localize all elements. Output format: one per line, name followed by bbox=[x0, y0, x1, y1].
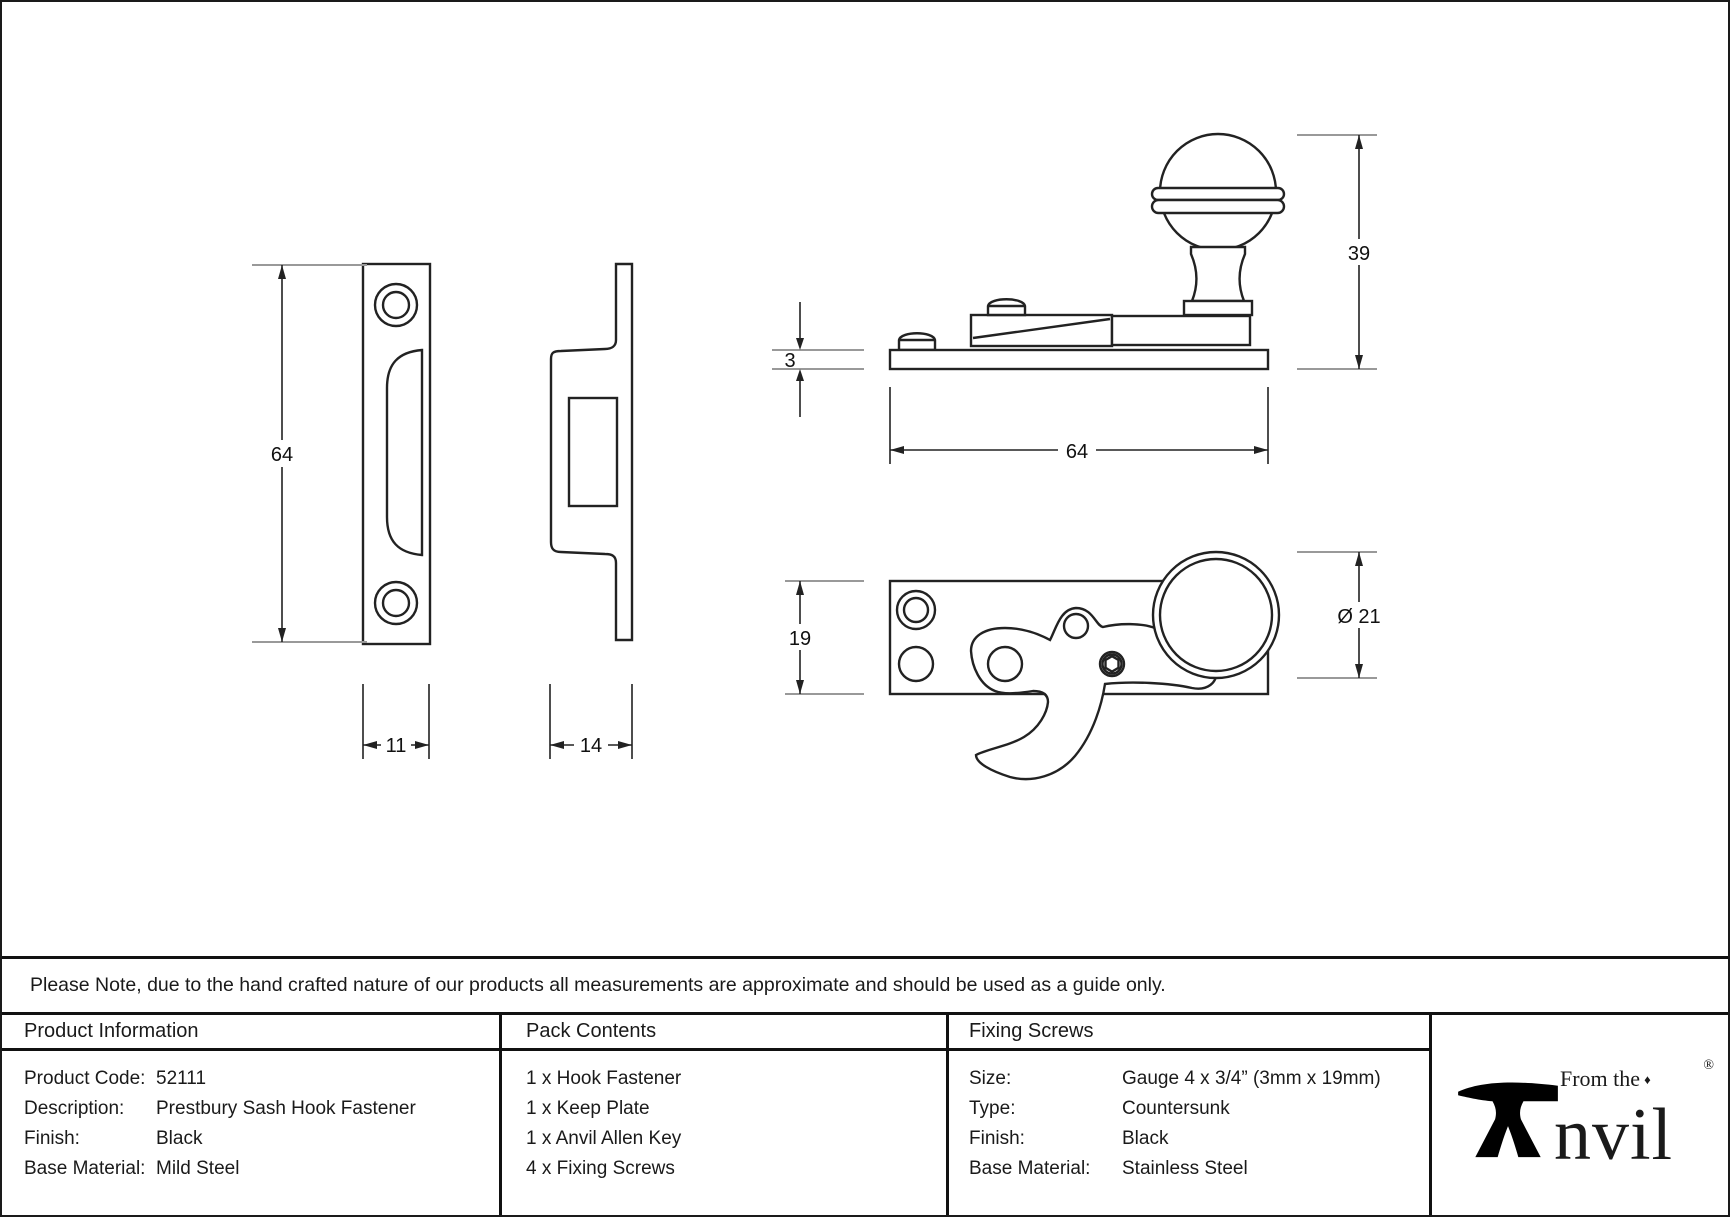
row-value: 52111 bbox=[156, 1068, 207, 1089]
arrowhead-right bbox=[415, 741, 429, 749]
row-label: Type: bbox=[969, 1098, 1016, 1119]
plate-hole-countersunk-inner bbox=[904, 598, 928, 622]
hook-arm-wedge bbox=[971, 315, 1112, 346]
logo-tagline bbox=[1560, 1066, 1651, 1092]
arrowhead-up bbox=[796, 369, 804, 381]
fixing-screws-title: Fixing Screws bbox=[969, 1020, 1094, 1042]
product-information-title: Product Information bbox=[24, 1020, 199, 1042]
row-label: Description: bbox=[24, 1098, 125, 1119]
row-label: Size: bbox=[969, 1068, 1012, 1089]
anvil-icon bbox=[1456, 1078, 1560, 1164]
diamond-icon: ♦ bbox=[1644, 1071, 1651, 1087]
dim-label-64-height: 64 bbox=[270, 444, 294, 466]
row-label: Finish: bbox=[24, 1128, 80, 1149]
screw-dome-left bbox=[899, 333, 935, 350]
table-row bbox=[2, 1124, 499, 1154]
arrowhead-down bbox=[1355, 355, 1363, 369]
dim-base-plate-width bbox=[782, 581, 864, 694]
list-item: 1 x Anvil Allen Key bbox=[526, 1128, 682, 1149]
row-label: Product Code: bbox=[24, 1068, 146, 1089]
row-value: Countersunk bbox=[1122, 1098, 1230, 1119]
base-plate-side bbox=[890, 350, 1268, 369]
logo-brand-text: nvil bbox=[1554, 1093, 1674, 1176]
dim-plate-thickness bbox=[772, 302, 864, 417]
dim-label-3: 3 bbox=[784, 350, 796, 372]
grub-screw-hex-socket bbox=[1106, 656, 1119, 671]
table-row bbox=[949, 1154, 1429, 1184]
pack-contents-title: Pack Contents bbox=[526, 1020, 657, 1042]
table-row bbox=[2, 1094, 499, 1124]
arrowhead-up bbox=[796, 581, 804, 595]
dim-keep-plate-width bbox=[363, 684, 429, 759]
row-label: Base Material: bbox=[969, 1158, 1091, 1179]
row-value: Mild Steel bbox=[156, 1158, 240, 1179]
hook-pivot-hole bbox=[988, 647, 1022, 681]
product-info-table bbox=[2, 1015, 1730, 1217]
table-row bbox=[949, 1064, 1429, 1094]
knob-collar-ring-1 bbox=[1152, 188, 1284, 200]
registered-mark: ® bbox=[1703, 1057, 1714, 1073]
dim-label-19: 19 bbox=[788, 628, 812, 650]
dim-label-14: 14 bbox=[579, 735, 603, 757]
pack-contents-body bbox=[502, 1051, 946, 1184]
table-row bbox=[2, 1064, 499, 1094]
logo-tagline-text: From the bbox=[1560, 1065, 1641, 1091]
pack-contents-header bbox=[502, 1015, 946, 1051]
screw-hole-bottom-inner bbox=[383, 590, 409, 616]
dim-label-39: 39 bbox=[1347, 243, 1371, 265]
row-value: Black bbox=[156, 1128, 203, 1149]
arrowhead-up bbox=[1355, 135, 1363, 149]
list-item: 1 x Keep Plate bbox=[526, 1098, 650, 1119]
fixing-screws-header bbox=[949, 1015, 1429, 1051]
table-row bbox=[949, 1124, 1429, 1154]
product-information-body bbox=[2, 1051, 499, 1184]
arrowhead-down bbox=[796, 680, 804, 694]
arrowhead-down bbox=[796, 338, 804, 350]
table-row bbox=[949, 1094, 1429, 1124]
row-value: Gauge 4 x 3/4” (3mm x 19mm) bbox=[1122, 1068, 1381, 1089]
list-item: 4 x Fixing Screws bbox=[526, 1158, 675, 1179]
arrowhead-right bbox=[1254, 446, 1268, 454]
knob-base-block bbox=[1184, 301, 1252, 315]
fastener-plan-view bbox=[890, 552, 1279, 779]
dim-knob-diameter bbox=[1297, 552, 1388, 678]
keep-recess bbox=[569, 398, 617, 506]
from-the-anvil-logo bbox=[1456, 1057, 1714, 1176]
fixing-screws-body bbox=[949, 1051, 1429, 1184]
arrowhead-right bbox=[618, 741, 632, 749]
hook-lobe-hole bbox=[1064, 614, 1088, 638]
dim-keep-plate-height bbox=[252, 265, 367, 642]
arrowhead-up bbox=[1355, 552, 1363, 566]
screw-hole-top-inner bbox=[383, 292, 409, 318]
pack-contents-column bbox=[502, 1015, 949, 1217]
measurement-note-bar bbox=[2, 956, 1730, 1015]
row-label: Finish: bbox=[969, 1128, 1025, 1149]
arrowhead-left bbox=[890, 446, 904, 454]
brand-logo-cell bbox=[1432, 1015, 1730, 1217]
keep-plate-front-view bbox=[363, 264, 430, 644]
fixing-screws-column bbox=[949, 1015, 1432, 1217]
dim-keep-plate-depth bbox=[550, 684, 632, 759]
dim-fastener-height bbox=[1297, 135, 1377, 369]
keep-slot bbox=[387, 350, 422, 555]
row-label: Base Material: bbox=[24, 1158, 146, 1179]
arrowhead-up bbox=[278, 265, 286, 279]
product-information-column bbox=[2, 1015, 502, 1217]
technical-drawing bbox=[2, 2, 1730, 956]
fastener-side-view bbox=[890, 134, 1284, 369]
row-value: Black bbox=[1122, 1128, 1169, 1149]
plate-hole-plain bbox=[899, 647, 933, 681]
row-value: Prestbury Sash Hook Fastener bbox=[156, 1098, 416, 1119]
table-row bbox=[2, 1154, 499, 1184]
product-information-header bbox=[2, 1015, 499, 1051]
dim-label-11: 11 bbox=[385, 735, 407, 757]
list-item: 1 x Hook Fastener bbox=[526, 1068, 682, 1089]
arrowhead-down bbox=[278, 628, 286, 642]
measurement-note-text: Please Note, due to the hand crafted nature of our products all measurements are approximate and should be used as a guide only. bbox=[30, 974, 1166, 996]
knob-plan-inner bbox=[1160, 559, 1272, 671]
row-value: Stainless Steel bbox=[1122, 1158, 1248, 1179]
keep-plate-side-view bbox=[551, 264, 632, 640]
knob-collar-ring-2 bbox=[1152, 200, 1284, 213]
dim-base-plate-length bbox=[890, 387, 1268, 464]
hook-arm-body bbox=[1112, 316, 1250, 345]
arrowhead-down bbox=[1355, 664, 1363, 678]
arrowhead-left bbox=[550, 741, 564, 749]
dim-label-64-length: 64 bbox=[1065, 441, 1089, 463]
arrowhead-left bbox=[363, 741, 377, 749]
knob-stem bbox=[1191, 247, 1245, 301]
dim-label-dia-21: Ø 21 bbox=[1337, 606, 1381, 628]
